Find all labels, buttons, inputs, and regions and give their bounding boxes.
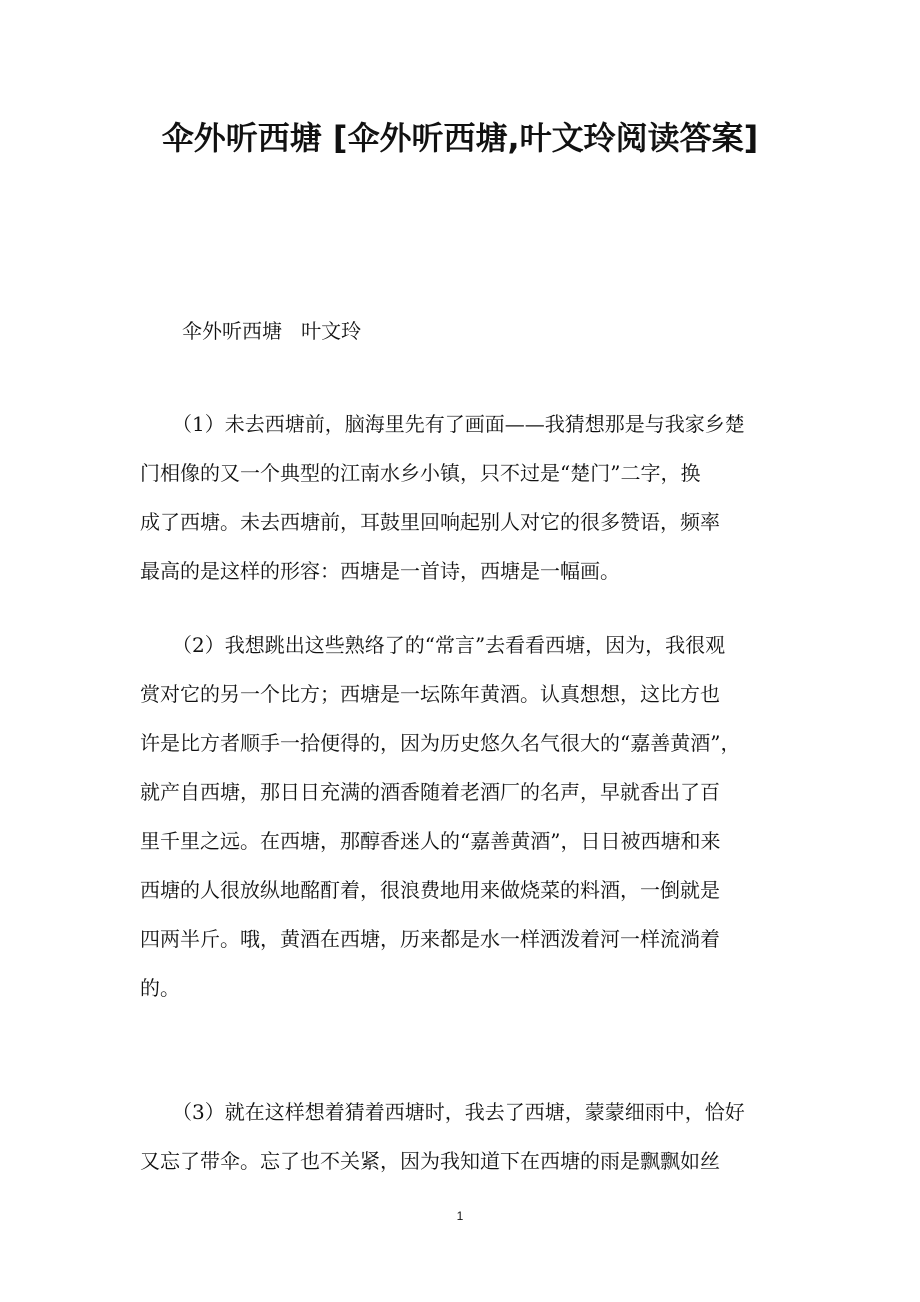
paragraph-line: 就产自西塘，那日日充满的酒香随着老酒厂的名声，早就香出了百	[140, 780, 720, 804]
paragraph-line: （3）就在这样想着猜着西塘时，我去了西塘，蒙蒙细雨中，恰好	[172, 1100, 745, 1124]
paragraph-line: 里千里之远。在西塘，那醇香迷人的“嘉善黄酒”，日日被西塘和来	[140, 829, 721, 853]
paragraph-2	[140, 621, 795, 1013]
paragraph-3	[140, 1088, 795, 1186]
paragraph-line: 又忘了带伞。忘了也不关紧，因为我知道下在西塘的雨是飘飘如丝	[140, 1149, 720, 1173]
paragraph-1	[140, 400, 795, 596]
paragraph-line: 许是比方者顺手一拾便得的，因为历史悠久名气很大的“嘉善黄酒”，	[140, 731, 741, 755]
paragraph-line: 成了西塘。未去西塘前，耳鼓里回响起别人对它的很多赞语，频率	[140, 510, 720, 534]
paragraph-line: 的。	[140, 976, 180, 1000]
paragraph-line: 四两半斤。哦，黄酒在西塘，历来都是水一样洒泼着河一样流淌着	[140, 927, 720, 951]
paragraph-line: 西塘的人很放纵地酩酊着，很浪费地用来做烧菜的料酒，一倒就是	[140, 878, 720, 902]
paragraph-line: 门相像的又一个典型的江南水乡小镇，只不过是“楚门”二字，换	[140, 461, 701, 485]
paragraph-line: 最高的是这样的形容：西塘是一首诗，西塘是一幅画。	[140, 559, 620, 583]
page-number: 1	[456, 1209, 464, 1223]
paragraph-line: （1）未去西塘前，脑海里先有了画面——我猜想那是与我家乡楚	[172, 412, 745, 436]
document-title: 伞外听西塘 [伞外听西塘,叶文玲阅读答案]	[161, 119, 759, 157]
article-subtitle: 伞外听西塘 叶文玲	[182, 319, 362, 343]
paragraph-line: （2）我想跳出这些熟络了的“常言”去看看西塘，因为，我很观	[172, 633, 726, 657]
paragraph-line: 赏对它的另一个比方；西塘是一坛陈年黄酒。认真想想，这比方也	[140, 682, 720, 706]
